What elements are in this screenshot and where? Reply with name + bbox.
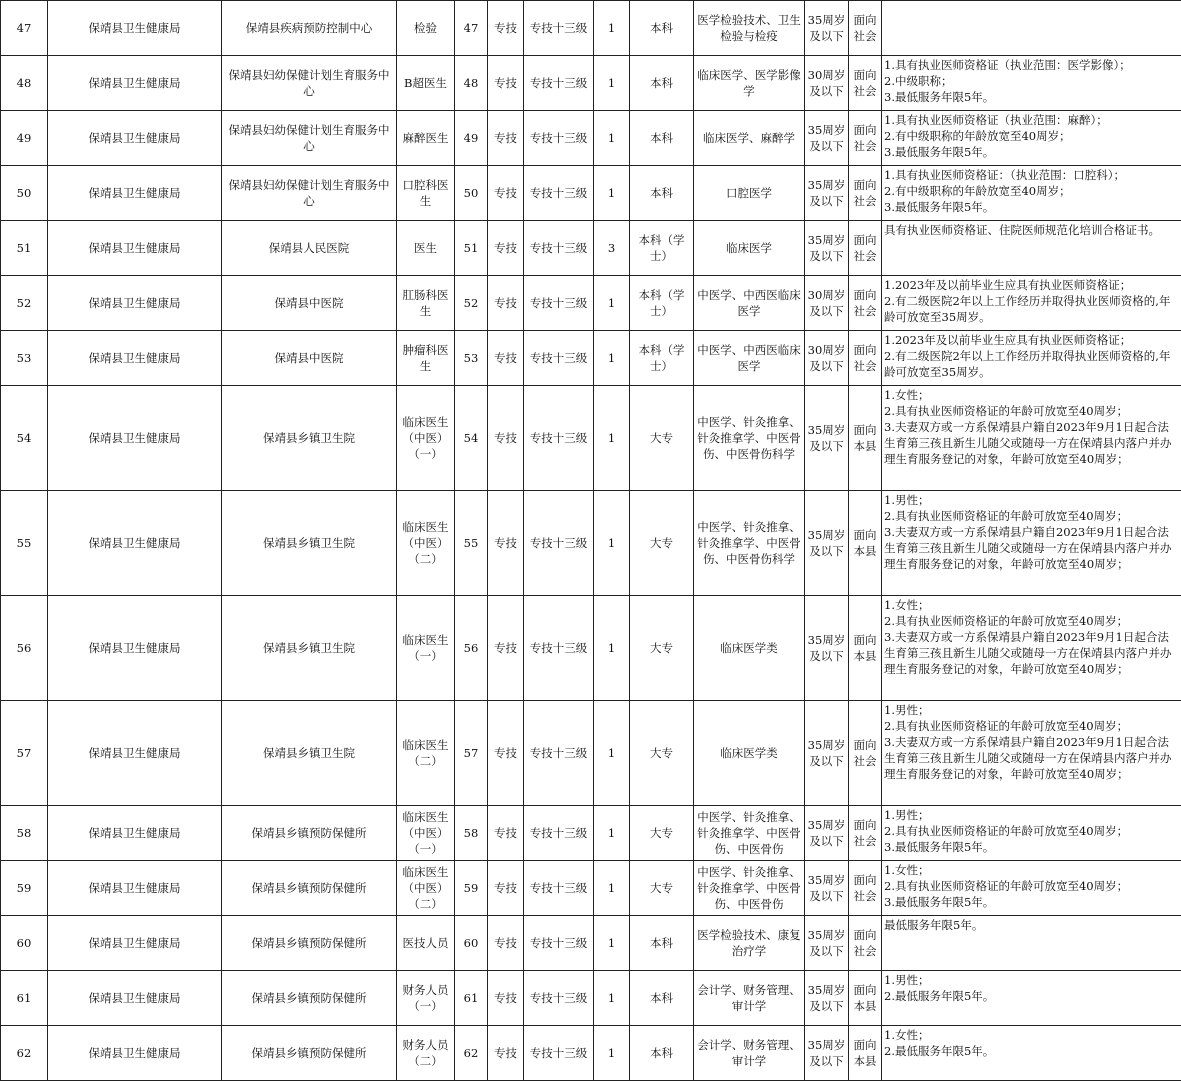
education-cell: 大专 (630, 491, 694, 596)
scope-cell: 面向本县 (849, 491, 882, 596)
post-level-cell: 专技十三级 (524, 1, 594, 56)
unit-cell: 保靖县乡镇卫生院 (222, 596, 397, 701)
requirement-line: 具有执业医师资格证、住院医师规范化培训合格证书。 (884, 222, 1179, 238)
education-cell: 本科 (630, 111, 694, 166)
seq-cell: 62 (1, 1026, 48, 1081)
seq-cell: 49 (1, 111, 48, 166)
major-cell: 临床医学、麻醉学 (694, 111, 805, 166)
post-name-cell: 肿瘤科医生 (397, 331, 455, 386)
post-name-cell: 临床医生（中医）（二） (397, 861, 455, 916)
major-cell: 临床医学类 (694, 596, 805, 701)
age-cell: 30周岁及以下 (805, 276, 849, 331)
post-name-cell: 财务人员（一） (397, 971, 455, 1026)
requirement-line: 3.最低服务年限5年。 (884, 144, 1179, 160)
table-row (1, 166, 1181, 221)
requirement-line: 1.具有执业医师资格证（执业范围：医学影像）； (884, 57, 1179, 73)
table-row (1, 861, 1181, 916)
table-row (1, 111, 1181, 166)
education-cell: 本科 (630, 916, 694, 971)
post-type-cell: 专技 (488, 166, 524, 221)
requirement-line: 1.2023年及以前毕业生应具有执业医师资格证； (884, 277, 1179, 293)
department-cell: 保靖县卫生健康局 (48, 806, 222, 861)
post-level-cell: 专技十三级 (524, 701, 594, 806)
requirement-line: 1.男性； (884, 702, 1179, 718)
post-level-cell: 专技十三级 (524, 596, 594, 701)
scope-cell: 面向本县 (849, 596, 882, 701)
requirement-line: 1.具有执业医师资格证（执业范围：麻醉）； (884, 112, 1179, 128)
post-code-cell: 56 (455, 596, 488, 701)
education-cell: 本科（学士） (630, 331, 694, 386)
quota-cell: 1 (594, 491, 630, 596)
requirements-cell (882, 111, 1181, 166)
post-name-cell: 肛肠科医生 (397, 276, 455, 331)
scope-cell: 面向本县 (849, 1026, 882, 1081)
post-type-cell: 专技 (488, 971, 524, 1026)
table-row (1, 386, 1181, 491)
post-code-cell: 48 (455, 56, 488, 111)
major-cell: 临床医学、医学影像学 (694, 56, 805, 111)
post-code-cell: 51 (455, 221, 488, 276)
requirement-line: 3.夫妻双方或一方系保靖县户籍自2023年9月1日起合法生育第三孩且新生儿随父或随母一方在保靖县内落户并办理生育服务登记的对象，年龄可放宽至40周岁； (884, 419, 1179, 467)
table-row (1, 276, 1181, 331)
requirement-line: 1.女性； (884, 387, 1179, 403)
requirement-line: 2.最低服务年限5年。 (884, 1043, 1179, 1059)
department-cell: 保靖县卫生健康局 (48, 166, 222, 221)
post-code-cell: 50 (455, 166, 488, 221)
post-code-cell: 55 (455, 491, 488, 596)
quota-cell: 1 (594, 861, 630, 916)
requirement-line: 2.具有执业医师资格证的年龄可放宽至40周岁； (884, 508, 1179, 524)
requirement-line: 2.有二级医院2年以上工作经历并取得执业医师资格的,年龄可放宽至35周岁。 (884, 348, 1179, 380)
post-name-cell: 临床医生（一） (397, 596, 455, 701)
requirement-line: 2.最低服务年限5年。 (884, 988, 1179, 1004)
requirement-line: 2.有二级医院2年以上工作经历并取得执业医师资格的,年龄可放宽至35周岁。 (884, 293, 1179, 325)
unit-cell: 保靖县妇幼保健计划生育服务中心 (222, 111, 397, 166)
seq-cell: 57 (1, 701, 48, 806)
seq-cell: 48 (1, 56, 48, 111)
requirements-cell (882, 331, 1181, 386)
unit-cell: 保靖县乡镇预防保健所 (222, 1026, 397, 1081)
requirement-line: 3.最低服务年限5年。 (884, 839, 1179, 855)
requirements-cell (882, 221, 1181, 276)
department-cell: 保靖县卫生健康局 (48, 916, 222, 971)
post-code-cell: 61 (455, 971, 488, 1026)
requirement-line: 3.夫妻双方或一方系保靖县户籍自2023年9月1日起合法生育第三孩且新生儿随父或随母一方在保靖县内落户并办理生育服务登记的对象，年龄可放宽至40周岁； (884, 629, 1179, 677)
unit-cell: 保靖县乡镇卫生院 (222, 386, 397, 491)
post-code-cell: 57 (455, 701, 488, 806)
post-name-cell: 财务人员（二） (397, 1026, 455, 1081)
requirements-cell (882, 56, 1181, 111)
requirements-cell (882, 861, 1181, 916)
requirement-line: 2.有中级职称的年龄放宽至40周岁； (884, 128, 1179, 144)
age-cell: 35周岁及以下 (805, 701, 849, 806)
department-cell: 保靖县卫生健康局 (48, 276, 222, 331)
scope-cell: 面向社会 (849, 221, 882, 276)
quota-cell: 1 (594, 1, 630, 56)
major-cell: 中医学、中西医临床医学 (694, 331, 805, 386)
requirements-cell (882, 386, 1181, 491)
requirement-line: 2.具有执业医师资格证的年龄可放宽至40周岁； (884, 718, 1179, 734)
unit-cell: 保靖县乡镇预防保健所 (222, 971, 397, 1026)
unit-cell: 保靖县乡镇预防保健所 (222, 916, 397, 971)
department-cell: 保靖县卫生健康局 (48, 111, 222, 166)
age-cell: 35周岁及以下 (805, 491, 849, 596)
post-level-cell: 专技十三级 (524, 276, 594, 331)
post-type-cell: 专技 (488, 701, 524, 806)
requirement-line: 1.女性； (884, 862, 1179, 878)
department-cell: 保靖县卫生健康局 (48, 331, 222, 386)
post-level-cell: 专技十三级 (524, 56, 594, 111)
seq-cell: 59 (1, 861, 48, 916)
education-cell: 大专 (630, 806, 694, 861)
requirements-cell (882, 596, 1181, 701)
post-type-cell: 专技 (488, 861, 524, 916)
unit-cell: 保靖县乡镇卫生院 (222, 491, 397, 596)
table-row (1, 701, 1181, 806)
age-cell: 35周岁及以下 (805, 596, 849, 701)
table-row (1, 221, 1181, 276)
post-type-cell: 专技 (488, 916, 524, 971)
post-level-cell: 专技十三级 (524, 1026, 594, 1081)
department-cell: 保靖县卫生健康局 (48, 861, 222, 916)
department-cell: 保靖县卫生健康局 (48, 596, 222, 701)
scope-cell: 面向社会 (849, 331, 882, 386)
post-level-cell: 专技十三级 (524, 331, 594, 386)
age-cell: 35周岁及以下 (805, 221, 849, 276)
post-code-cell: 58 (455, 806, 488, 861)
seq-cell: 51 (1, 221, 48, 276)
requirement-line: 2.具有执业医师资格证的年龄可放宽至40周岁； (884, 878, 1179, 894)
post-name-cell: B超医生 (397, 56, 455, 111)
education-cell: 本科 (630, 56, 694, 111)
seq-cell: 53 (1, 331, 48, 386)
post-level-cell: 专技十三级 (524, 166, 594, 221)
education-cell: 本科（学士） (630, 221, 694, 276)
requirement-line: 1.2023年及以前毕业生应具有执业医师资格证； (884, 332, 1179, 348)
post-type-cell: 专技 (488, 1, 524, 56)
post-level-cell: 专技十三级 (524, 916, 594, 971)
table-row (1, 1, 1181, 56)
major-cell: 中医学、针灸推拿、针灸推拿学、中医骨伤、中医骨伤科学 (694, 491, 805, 596)
seq-cell: 54 (1, 386, 48, 491)
major-cell: 临床医学 (694, 221, 805, 276)
quota-cell: 1 (594, 916, 630, 971)
unit-cell: 保靖县中医院 (222, 331, 397, 386)
requirements-cell (882, 491, 1181, 596)
major-cell: 医学检验技术、康复治疗学 (694, 916, 805, 971)
post-code-cell: 47 (455, 1, 488, 56)
requirements-cell (882, 701, 1181, 806)
department-cell: 保靖县卫生健康局 (48, 491, 222, 596)
scope-cell: 面向社会 (849, 916, 882, 971)
requirement-line: 最低服务年限5年。 (884, 917, 1179, 933)
requirements-cell (882, 1, 1181, 56)
department-cell: 保靖县卫生健康局 (48, 1026, 222, 1081)
table-row (1, 971, 1181, 1026)
requirement-line: 3.最低服务年限5年。 (884, 89, 1179, 105)
quota-cell: 1 (594, 806, 630, 861)
requirement-line: 2.有中级职称的年龄放宽至40周岁； (884, 183, 1179, 199)
scope-cell: 面向社会 (849, 166, 882, 221)
seq-cell: 50 (1, 166, 48, 221)
table-row (1, 596, 1181, 701)
requirement-line: 1.男性； (884, 972, 1179, 988)
age-cell: 35周岁及以下 (805, 111, 849, 166)
post-type-cell: 专技 (488, 56, 524, 111)
scope-cell: 面向社会 (849, 111, 882, 166)
requirement-line: 1.男性； (884, 492, 1179, 508)
requirement-line: 1.男性； (884, 807, 1179, 823)
post-type-cell: 专技 (488, 1026, 524, 1081)
scope-cell: 面向社会 (849, 56, 882, 111)
requirements-cell (882, 276, 1181, 331)
major-cell: 口腔医学 (694, 166, 805, 221)
post-name-cell: 临床医生（二） (397, 701, 455, 806)
major-cell: 中医学、针灸推拿、针灸推拿学、中医骨伤、中医骨伤 (694, 806, 805, 861)
post-name-cell: 麻醉医生 (397, 111, 455, 166)
post-type-cell: 专技 (488, 386, 524, 491)
scope-cell: 面向本县 (849, 971, 882, 1026)
post-name-cell: 医生 (397, 221, 455, 276)
seq-cell: 55 (1, 491, 48, 596)
unit-cell: 保靖县妇幼保健计划生育服务中心 (222, 56, 397, 111)
age-cell: 35周岁及以下 (805, 806, 849, 861)
post-level-cell: 专技十三级 (524, 221, 594, 276)
education-cell: 本科 (630, 1, 694, 56)
requirement-line: 3.夫妻双方或一方系保靖县户籍自2023年9月1日起合法生育第三孩且新生儿随父或随母一方在保靖县内落户并办理生育服务登记的对象，年龄可放宽至40周岁； (884, 524, 1179, 572)
post-type-cell: 专技 (488, 806, 524, 861)
post-level-cell: 专技十三级 (524, 971, 594, 1026)
post-level-cell: 专技十三级 (524, 806, 594, 861)
scope-cell: 面向社会 (849, 861, 882, 916)
quota-cell: 1 (594, 971, 630, 1026)
age-cell: 35周岁及以下 (805, 971, 849, 1026)
quota-cell: 1 (594, 1026, 630, 1081)
age-cell: 30周岁及以下 (805, 331, 849, 386)
post-name-cell: 检验 (397, 1, 455, 56)
seq-cell: 47 (1, 1, 48, 56)
post-type-cell: 专技 (488, 331, 524, 386)
post-name-cell: 口腔科医生 (397, 166, 455, 221)
major-cell: 会计学、财务管理、审计学 (694, 971, 805, 1026)
requirements-cell (882, 1026, 1181, 1081)
major-cell: 会计学、财务管理、审计学 (694, 1026, 805, 1081)
requirement-line: 1.女性； (884, 1027, 1179, 1043)
post-code-cell: 62 (455, 1026, 488, 1081)
post-code-cell: 54 (455, 386, 488, 491)
quota-cell: 1 (594, 166, 630, 221)
requirement-line: 2.具有执业医师资格证的年龄可放宽至40周岁； (884, 403, 1179, 419)
requirement-line: 1.具有执业医师资格证：（执业范围：口腔科）； (884, 167, 1179, 183)
post-type-cell: 专技 (488, 491, 524, 596)
unit-cell: 保靖县中医院 (222, 276, 397, 331)
unit-cell: 保靖县乡镇卫生院 (222, 701, 397, 806)
post-code-cell: 49 (455, 111, 488, 166)
quota-cell: 1 (594, 276, 630, 331)
post-name-cell: 临床医生（中医）（二） (397, 491, 455, 596)
requirements-cell (882, 971, 1181, 1026)
seq-cell: 56 (1, 596, 48, 701)
scope-cell: 面向社会 (849, 806, 882, 861)
post-type-cell: 专技 (488, 111, 524, 166)
requirement-line: 1.女性； (884, 597, 1179, 613)
post-name-cell: 临床医生（中医）（一） (397, 806, 455, 861)
post-name-cell: 临床医生（中医）（一） (397, 386, 455, 491)
table-body (1, 1, 1181, 1081)
quota-cell: 1 (594, 386, 630, 491)
post-code-cell: 53 (455, 331, 488, 386)
requirements-cell (882, 166, 1181, 221)
education-cell: 大专 (630, 861, 694, 916)
education-cell: 大专 (630, 701, 694, 806)
table-row (1, 916, 1181, 971)
post-level-cell: 专技十三级 (524, 111, 594, 166)
requirement-line: 3.最低服务年限5年。 (884, 894, 1179, 910)
table-row (1, 331, 1181, 386)
quota-cell: 1 (594, 111, 630, 166)
age-cell: 35周岁及以下 (805, 1026, 849, 1081)
education-cell: 本科（学士） (630, 276, 694, 331)
requirement-line: 2.具有执业医师资格证的年龄可放宽至40周岁； (884, 823, 1179, 839)
requirement-line: 2.具有执业医师资格证的年龄可放宽至40周岁； (884, 613, 1179, 629)
education-cell: 本科 (630, 166, 694, 221)
age-cell: 30周岁及以下 (805, 56, 849, 111)
seq-cell: 58 (1, 806, 48, 861)
post-type-cell: 专技 (488, 596, 524, 701)
scope-cell: 面向社会 (849, 276, 882, 331)
requirement-line: 2.中级职称； (884, 73, 1179, 89)
table-row (1, 491, 1181, 596)
post-level-cell: 专技十三级 (524, 861, 594, 916)
seq-cell: 61 (1, 971, 48, 1026)
major-cell: 中医学、针灸推拿、针灸推拿学、中医骨伤、中医骨伤 (694, 861, 805, 916)
table-row (1, 806, 1181, 861)
quota-cell: 3 (594, 221, 630, 276)
department-cell: 保靖县卫生健康局 (48, 386, 222, 491)
education-cell: 本科 (630, 971, 694, 1026)
quota-cell: 1 (594, 331, 630, 386)
quota-cell: 1 (594, 596, 630, 701)
age-cell: 35周岁及以下 (805, 166, 849, 221)
unit-cell: 保靖县疾病预防控制中心 (222, 1, 397, 56)
department-cell: 保靖县卫生健康局 (48, 1, 222, 56)
education-cell: 本科 (630, 1026, 694, 1081)
unit-cell: 保靖县乡镇预防保健所 (222, 806, 397, 861)
seq-cell: 60 (1, 916, 48, 971)
scope-cell: 面向本县 (849, 386, 882, 491)
education-cell: 大专 (630, 596, 694, 701)
quota-cell: 1 (594, 56, 630, 111)
department-cell: 保靖县卫生健康局 (48, 971, 222, 1026)
post-type-cell: 专技 (488, 221, 524, 276)
post-level-cell: 专技十三级 (524, 386, 594, 491)
major-cell: 医学检验技术、卫生检验与检疫 (694, 1, 805, 56)
major-cell: 临床医学类 (694, 701, 805, 806)
requirement-line: 3.最低服务年限5年。 (884, 199, 1179, 215)
age-cell: 35周岁及以下 (805, 916, 849, 971)
department-cell: 保靖县卫生健康局 (48, 221, 222, 276)
table-row (1, 56, 1181, 111)
age-cell: 35周岁及以下 (805, 1, 849, 56)
education-cell: 大专 (630, 386, 694, 491)
department-cell: 保靖县卫生健康局 (48, 56, 222, 111)
unit-cell: 保靖县妇幼保健计划生育服务中心 (222, 166, 397, 221)
scope-cell: 面向社会 (849, 1, 882, 56)
age-cell: 35周岁及以下 (805, 386, 849, 491)
seq-cell: 52 (1, 276, 48, 331)
quota-cell: 1 (594, 701, 630, 806)
post-code-cell: 52 (455, 276, 488, 331)
major-cell: 中医学、针灸推拿、针灸推拿学、中医骨伤、中医骨伤科学 (694, 386, 805, 491)
requirements-cell (882, 916, 1181, 971)
unit-cell: 保靖县乡镇预防保健所 (222, 861, 397, 916)
requirements-cell (882, 806, 1181, 861)
unit-cell: 保靖县人民医院 (222, 221, 397, 276)
requirement-line: 3.夫妻双方或一方系保靖县户籍自2023年9月1日起合法生育第三孩且新生儿随父或随母一方在保靖县内落户并办理生育服务登记的对象，年龄可放宽至40周岁； (884, 734, 1179, 782)
major-cell: 中医学、中西医临床医学 (694, 276, 805, 331)
age-cell: 35周岁及以下 (805, 861, 849, 916)
department-cell: 保靖县卫生健康局 (48, 701, 222, 806)
post-name-cell: 医技人员 (397, 916, 455, 971)
post-code-cell: 59 (455, 861, 488, 916)
table-row (1, 1026, 1181, 1081)
post-level-cell: 专技十三级 (524, 491, 594, 596)
post-code-cell: 60 (455, 916, 488, 971)
scope-cell: 面向社会 (849, 701, 882, 806)
post-type-cell: 专技 (488, 276, 524, 331)
